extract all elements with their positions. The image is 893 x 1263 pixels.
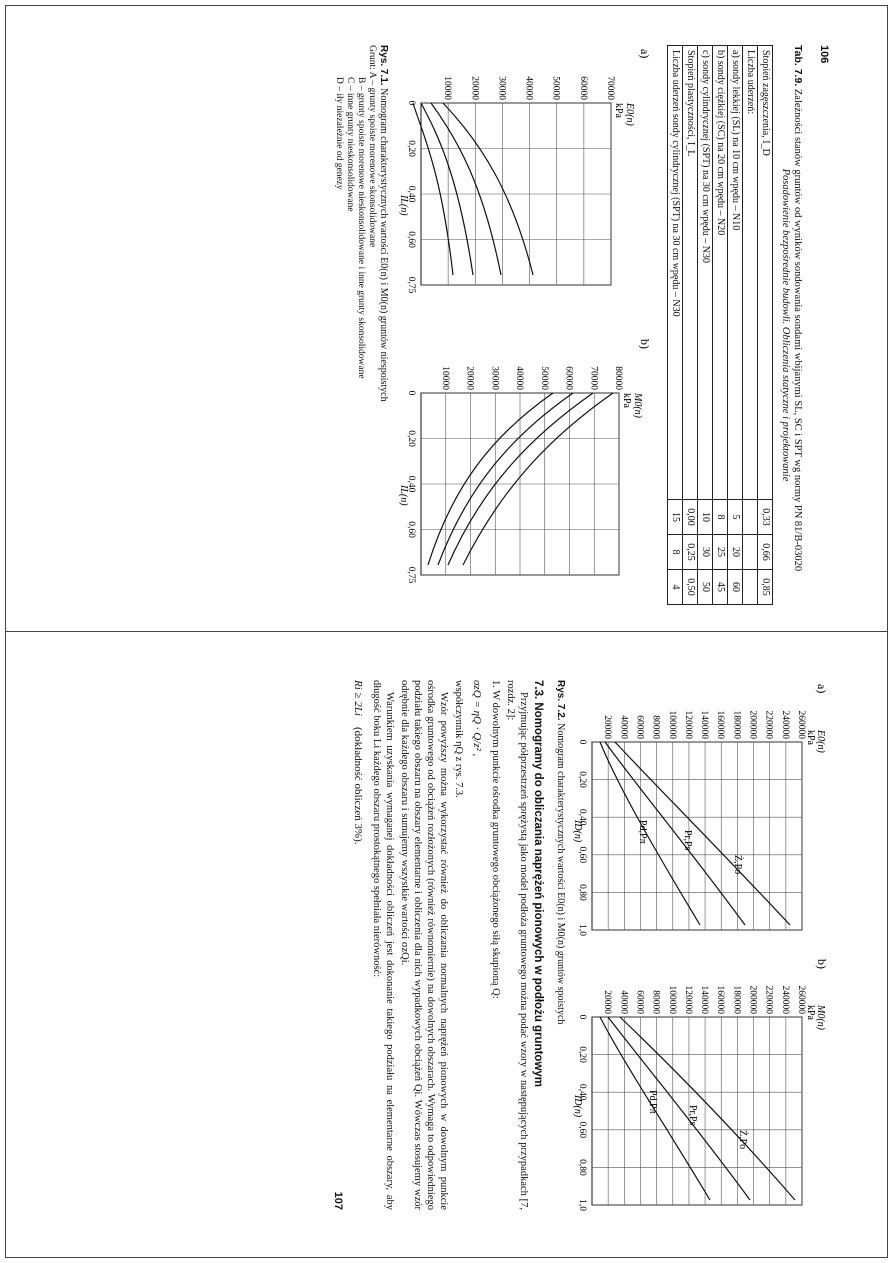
chart-label: a) — [815, 684, 829, 694]
chart-label: b) — [815, 959, 829, 969]
legend-item: Grunt: A – grunty spoiste morenowe skonsolidowane — [367, 45, 377, 248]
y-tick-label: 20000 — [602, 990, 613, 1014]
paragraph: Wzór powyższy można wykorzystać również do obliczania normalnych naprężeń pionowych w dowolnym punkcie ośrodka gruntowego od obciążeń rozłożonych (również równomiernie) na dowolnych obszarach. Wymaga to odpowiedniego podziału takiego obszaru na obszary elementarne i obliczenia dla nich wypadkowych obciążeń Qi. Wówczas stosujemy wzór odrębnie dla każdego obszaru i sumujemy wszystkie wartości σzQi. — [399, 680, 449, 1210]
curve-label-zpo: Ż,Po — [737, 1130, 748, 1150]
y-axis-label: E0(n) — [815, 730, 826, 753]
table-cell: 8 — [668, 535, 683, 570]
y-tick-label: 20000 — [464, 366, 475, 390]
table-cell — [743, 535, 758, 570]
y-tick-label: 20000 — [469, 76, 480, 100]
curve-label-pdpp: Pd,Pπ — [637, 820, 648, 844]
list-item: 1. W dowolnym punkcie ośrodka gruntowego obciążonego siłą skupioną Q: — [490, 680, 501, 999]
x-tick-label: 0,60 — [577, 846, 587, 864]
row-label: b) sondy ciężkiej (SC) na 20 cm wpędu – N20 — [713, 46, 728, 500]
legend-item: C – inne grunty nieskonsolidowane — [345, 77, 355, 212]
y-tick-label: 40000 — [618, 715, 629, 739]
y-tick-label: 50000 — [538, 366, 549, 390]
y-tick-label: 120000 — [682, 710, 693, 739]
table-row — [668, 46, 683, 605]
page-106 — [30, 45, 830, 605]
table-cell: 60 — [728, 570, 743, 605]
y-axis-label: E0(n) — [624, 103, 635, 126]
y-tick-label: 140000 — [699, 985, 710, 1014]
table-cell: 4 — [668, 570, 683, 605]
y-tick-label: 50000 — [550, 76, 561, 100]
table-row — [713, 46, 728, 605]
y-ticks — [602, 986, 806, 1015]
y-tick-label: 40000 — [514, 366, 524, 390]
formula-ri-expr: Ri ≥ 2Li — [352, 680, 364, 716]
y-tick-label: 200000 — [747, 985, 758, 1014]
chart-a-e0-cohesive — [570, 680, 830, 945]
y-tick-label: 260000 — [796, 710, 806, 739]
figure-caption-text: Nomogram charakterystycznych wartości E0(n) i M0(n) gruntów niespoistych — [378, 88, 389, 402]
y-tick-label: 240000 — [779, 710, 790, 739]
x-tick-label: 0 — [577, 1014, 587, 1020]
curve-D — [428, 393, 553, 565]
table-cell: 0,00 — [683, 500, 698, 535]
x-tick-label: 0,60 — [406, 521, 416, 538]
curve-A — [443, 103, 533, 275]
x-tick-label: 0 — [406, 100, 416, 106]
y-tick-label: 80000 — [613, 366, 623, 390]
row-label: a) sondy lekkiej (SL) na 10 cm wpędu – N10 — [728, 46, 743, 500]
x-tick-label: 0 — [406, 390, 416, 396]
y-tick-label: 100000 — [666, 985, 677, 1014]
y-tick-label: 60000 — [634, 715, 645, 739]
grid — [592, 742, 802, 930]
y-tick-label: 80000 — [650, 715, 661, 739]
y-ticks — [602, 711, 806, 740]
y-tick-label: 180000 — [731, 985, 742, 1014]
y-tick-label: 60000 — [563, 366, 574, 390]
page-number: 106 — [818, 45, 830, 64]
table-cell: 0,33 — [758, 500, 773, 535]
y-tick-label: 200000 — [747, 710, 758, 739]
y-ticks — [440, 366, 623, 390]
table-cell: 0,50 — [683, 570, 698, 605]
table-row — [743, 46, 758, 605]
curve-label-prps: Pr,Ps — [682, 830, 693, 851]
figure-label: Rys. 7.1. — [378, 45, 389, 86]
formula-ri — [352, 680, 364, 1210]
x-tick-label: 1,0 — [577, 924, 587, 936]
curve-A — [463, 393, 613, 565]
x-axis-label: ID(n) — [572, 1095, 583, 1118]
formula-ri-note: (dokładność obliczeń 3%). — [352, 727, 364, 845]
table-cell: 0,66 — [758, 535, 773, 570]
figure-caption-text: Nomogram charakterystycznych wartości E0(n) i M0(n) gruntów spoistych — [555, 723, 566, 1025]
y-axis-unit: kPa — [613, 103, 624, 118]
y-tick-label: 60000 — [634, 990, 645, 1014]
figure-7-2 — [570, 680, 830, 1210]
y-axis-label: M0(n) — [632, 393, 643, 418]
chart-label: b) — [638, 339, 652, 349]
y-axis-unit: kPa — [805, 1005, 816, 1020]
y-tick-label: 60000 — [577, 76, 588, 100]
formula-sigma-zq: σzQ = ηQ · Q/z² , — [471, 680, 483, 757]
curve-label-zpo: Ż,Po — [732, 855, 743, 875]
legend-item: B – grunty spoiste morenowe nieskonsolidowane i inne grunty skonsolidowane — [356, 77, 366, 379]
x-tick-label: 0,75 — [406, 566, 416, 584]
paragraph: Przyjmując półprzestrzeń sprężystą jako model podłoża gruntowego można podać wzory w następujących przypadkach [7, rozdz. 2]: — [505, 680, 529, 1210]
figure-caption — [377, 45, 389, 605]
y-tick-label: 30000 — [489, 366, 500, 390]
y-axis-label: M0(n) — [815, 1005, 826, 1030]
table-caption — [779, 45, 804, 605]
paragraph: Warunkiem uzyskania wymaganej dokładności obliczeń jest dokonanie takiego podziału na elementarne obszary, aby długość boku Li każdego obszaru prostokątnego spełniała nierówność: — [371, 680, 395, 1210]
y-tick-label: 20000 — [602, 715, 613, 739]
paragraph: współczynnik ηQ z rys. 7.3. — [453, 680, 464, 798]
x-tick-label: 0,20 — [577, 1046, 587, 1063]
x-tick-label: 0,20 — [577, 771, 587, 788]
legend-item: D – iły niezależnie od genezy — [334, 77, 344, 190]
y-tick-label: 160000 — [715, 985, 726, 1014]
x-tick-label: 0,20 — [406, 140, 416, 157]
y-tick-label: 100000 — [666, 710, 677, 739]
curve-prps — [608, 1017, 750, 1200]
y-tick-label: 70000 — [588, 366, 599, 390]
x-tick-label: 0,60 — [577, 1121, 587, 1139]
curve-D — [413, 103, 453, 275]
grid — [421, 393, 619, 575]
table-cell: 45 — [713, 570, 728, 605]
y-tick-label: 80000 — [650, 990, 661, 1014]
table-caption-italic: Posadowienie bezpośrednie budowli. Obliczenia statyczne i projektowanie — [780, 168, 791, 482]
x-tick-label: 0,80 — [577, 884, 587, 901]
curve-C — [438, 393, 573, 565]
table-label: Tab. 7.9. — [792, 45, 804, 87]
row-label: Stopień plastyczności, I_L — [683, 46, 698, 500]
y-tick-label: 120000 — [682, 985, 693, 1014]
chart-b-m0-cohesive — [570, 955, 830, 1220]
page-number: 107 — [332, 1191, 344, 1210]
x-tick-label: 0,40 — [406, 475, 416, 493]
y-tick-label: 40000 — [618, 990, 629, 1014]
y-ticks — [442, 76, 615, 100]
table-row — [758, 46, 773, 605]
x-tick-label: 0,80 — [577, 1159, 587, 1176]
y-tick-label: 180000 — [731, 710, 742, 739]
table-cell: 15 — [668, 500, 683, 535]
table-cell: 10 — [698, 500, 713, 535]
chart-label: a) — [638, 49, 652, 59]
table-cell: 5 — [728, 500, 743, 535]
x-axis-label: IL(n) — [398, 195, 409, 216]
row-label: c) sondy cylindrycznej (SPT) na 30 cm wpędu – N30 — [698, 46, 713, 500]
table-cell: 8 — [713, 500, 728, 535]
y-tick-label: 10000 — [442, 76, 453, 100]
x-tick-label: 0 — [577, 739, 587, 745]
table-cell — [743, 570, 758, 605]
table-row — [683, 46, 698, 605]
y-axis-unit: kPa — [805, 730, 816, 745]
table-cell: 30 — [698, 535, 713, 570]
curve-label-prps: Pr,Ps — [687, 1105, 698, 1126]
plot-frame — [592, 742, 802, 930]
curve-prps — [605, 742, 745, 925]
chart-b-m0-noncohesive — [393, 335, 653, 615]
soil-legend — [333, 45, 377, 605]
y-tick-label: 40000 — [523, 76, 534, 100]
table-cell: 0,85 — [758, 570, 773, 605]
table-row — [698, 46, 713, 605]
y-tick-label: 30000 — [496, 76, 507, 100]
figure-label: Rys. 7.2. — [555, 680, 566, 721]
x-axis-label: ID(n) — [572, 820, 583, 843]
table-cell: 20 — [728, 535, 743, 570]
y-tick-label: 220000 — [763, 710, 774, 739]
y-tick-label: 160000 — [715, 710, 726, 739]
table-cell: 0,25 — [683, 535, 698, 570]
y-tick-label: 140000 — [699, 710, 710, 739]
x-tick-label: 0,40 — [577, 1083, 587, 1101]
x-tick-label: 0,40 — [577, 808, 587, 826]
table-cell: 50 — [698, 570, 713, 605]
y-tick-label: 220000 — [763, 985, 774, 1014]
figure-caption — [554, 680, 566, 1210]
y-axis-unit: kPa — [621, 393, 632, 408]
x-tick-label: 0,20 — [406, 430, 416, 447]
page-divider — [5, 631, 888, 632]
figure-7-1 — [393, 45, 653, 605]
table-cell — [743, 500, 758, 535]
x-tick-label: 0,60 — [406, 231, 416, 248]
table-row — [728, 46, 743, 605]
x-tick-label: 0,40 — [406, 185, 416, 203]
table-caption-text: Zależności stanów gruntów od wyników sondowania sondami wbijanymi SL, SC i SPT wg normy PN 81/B-03020 — [792, 88, 803, 572]
y-tick-label: 260000 — [796, 985, 806, 1014]
row-label: Stopień zagęszczenia, I_D — [758, 46, 773, 500]
curve-label-pdpp: Pd,Pπ — [647, 1090, 658, 1114]
row-label: Liczba uderzeń: — [743, 46, 758, 500]
x-tick-label: 1,0 — [577, 1199, 587, 1211]
row-label: Liczba uderzeń sondy cylindrycznej (SPT) na 30 cm wpędu – N30 — [668, 46, 683, 500]
y-tick-label: 70000 — [605, 76, 615, 100]
x-axis-label: IL(n) — [398, 485, 409, 506]
page-107 — [30, 680, 830, 1210]
table-cell: 25 — [713, 535, 728, 570]
section-title: 7.3. Nomogramy do obliczania naprężeń pionowych w podłożu gruntowym — [532, 680, 544, 1088]
chart-a-e0-noncohesive — [393, 45, 653, 325]
table-7-9 — [667, 45, 773, 605]
y-tick-label: 10000 — [439, 366, 450, 390]
x-tick-label: 0,75 — [406, 276, 416, 294]
y-tick-label: 240000 — [779, 985, 790, 1014]
